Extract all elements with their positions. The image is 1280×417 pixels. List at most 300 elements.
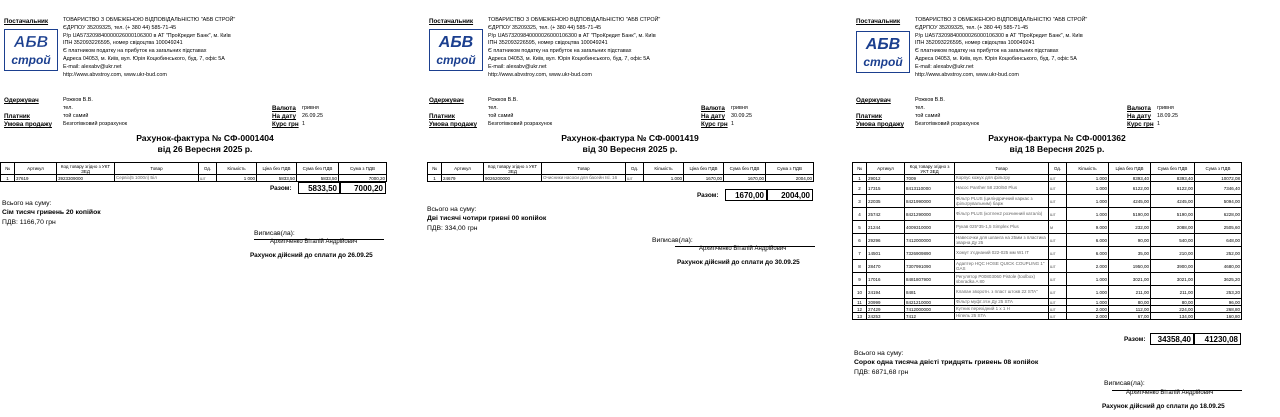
table-header-row bbox=[1, 163, 387, 175]
invoice-2 bbox=[425, 0, 825, 417]
table-cell: 1.000 bbox=[644, 175, 684, 182]
table-cell: 5833,50 bbox=[257, 175, 297, 182]
supplier-account: Р/р UA573209840000026000106300 в АТ "ПроКредит Банк", м. Київ bbox=[63, 32, 231, 39]
table-cell: 80,00 bbox=[1151, 299, 1195, 306]
supplier-email: E-mail: alexabv@ukr.net bbox=[488, 63, 547, 70]
valid-until: Рахунок дійсний до сплати до 18.09.25 bbox=[1102, 403, 1225, 410]
company-logo bbox=[429, 29, 483, 71]
table-cell: 22035 bbox=[867, 195, 905, 208]
sale-terms-label: Умова продажу bbox=[429, 121, 477, 128]
signed-by-label: Виписав(ла): bbox=[1104, 380, 1145, 387]
total-with-vat: 7000,20 bbox=[340, 182, 386, 194]
total-with-vat: 41230,08 bbox=[1194, 333, 1241, 345]
invoice-title: Рахунок-фактура № СФ-0001419 bbox=[561, 133, 699, 143]
supplier-label: Постачальник bbox=[4, 18, 49, 25]
supplier-address: Адреса 04053, м. Київ, вул. Юрія Коцюбинського, буд. 7, офіс 5А bbox=[488, 55, 650, 62]
table-body bbox=[1, 175, 387, 182]
column-header: № bbox=[1, 163, 15, 175]
supplier-email: E-mail: alexabv@ukr.net bbox=[915, 63, 974, 70]
table-cell: Фільтр PLUS (циліндричний каркас з фільтрувальним) барж bbox=[955, 195, 1049, 208]
payer-value: той самий bbox=[63, 113, 89, 119]
table-cell: 25742 bbox=[867, 208, 905, 221]
table-cell: Фільтр муфт.з'єн Ду 25 STA bbox=[955, 299, 1049, 306]
table-cell: 224,00 bbox=[1151, 306, 1195, 313]
table-cell: 7326909890 bbox=[905, 247, 955, 260]
rate-value: 1 bbox=[1157, 121, 1160, 127]
table-cell: 252,00 bbox=[1195, 247, 1242, 260]
table-row bbox=[853, 286, 1242, 299]
table-cell: Сервіз(5 1000л) Біл bbox=[115, 175, 199, 182]
table-cell: 3923309000 bbox=[57, 175, 115, 182]
table-cell: 1.000 bbox=[1067, 286, 1109, 299]
column-header: Код товару згідно з УКТ ЗЕД bbox=[57, 163, 115, 175]
table-cell: шт bbox=[1049, 182, 1067, 195]
table-cell: 6122,00 bbox=[1151, 182, 1195, 195]
payer-value: той самий bbox=[488, 113, 514, 119]
table-cell: 90,00 bbox=[1109, 234, 1151, 247]
table-cell: 7412000000 bbox=[905, 306, 955, 313]
column-header: Кількість bbox=[1067, 163, 1109, 175]
table-cell: 5190,00 bbox=[1109, 208, 1151, 221]
sale-terms-label: Умова продажу bbox=[4, 121, 52, 128]
total-label: Разом: bbox=[697, 192, 719, 199]
receiver-tel: тел. bbox=[63, 105, 73, 111]
table-cell: 14501 bbox=[867, 247, 905, 260]
table-cell: 3625,20 bbox=[1195, 273, 1242, 286]
sale-terms-value: Безготівковий розрахунок bbox=[915, 121, 980, 127]
invoice-subtitle: від 18 Вересня 2025 р. bbox=[1009, 144, 1105, 154]
table-cell: 2 bbox=[853, 182, 867, 195]
table-cell: 2.000 bbox=[1067, 313, 1109, 320]
supplier-email: E-mail: alexabv@ukr.net bbox=[63, 63, 122, 70]
total-sum-label: Всього на суму: bbox=[854, 350, 904, 357]
column-header: Артикул bbox=[442, 163, 484, 175]
logo-top-text: АБВ bbox=[865, 36, 901, 53]
table-row bbox=[853, 175, 1242, 182]
table-cell: 6.000 bbox=[1067, 234, 1109, 247]
supplier-name: ТОВАРИСТВО З ОБМЕЖЕНОЮ ВІДПОВІДАЛЬНІСТЮ "АБВ СТРОЙ" bbox=[488, 17, 661, 23]
table-cell: 1.000 bbox=[1067, 273, 1109, 286]
total-sum-label: Всього на суму: bbox=[427, 206, 477, 213]
table-cell: 160,80 bbox=[1195, 313, 1242, 320]
sale-terms-label: Умова продажу bbox=[856, 121, 904, 128]
table-cell: шт bbox=[1049, 306, 1067, 313]
table-cell: 4245,00 bbox=[1151, 195, 1195, 208]
currency-value: гривня bbox=[731, 105, 748, 111]
supplier-name: ТОВАРИСТВО З ОБМЕЖЕНОЮ ВІДПОВІДАЛЬНІСТЮ "АБВ СТРОЙ" bbox=[63, 17, 236, 23]
supplier-ipn: ІПН 352093226595, номер свідоцтва 100049241 bbox=[63, 40, 183, 47]
table-cell: Фільтр PLUS (котлен2 розчинний каталіз) bbox=[955, 208, 1049, 221]
column-header: Артикул bbox=[15, 163, 57, 175]
table-cell: 232,00 bbox=[1109, 221, 1151, 234]
table-cell: шт bbox=[1049, 175, 1067, 182]
total-no-vat: 1670,00 bbox=[725, 189, 767, 201]
receiver-label: Одержувач bbox=[429, 97, 464, 104]
table-cell: 1 bbox=[853, 175, 867, 182]
table-body bbox=[853, 175, 1242, 320]
signed-by-label: Виписав(ла): bbox=[254, 230, 295, 237]
table-cell: 20999 bbox=[867, 299, 905, 306]
table-cell: шт bbox=[1049, 313, 1067, 320]
table-cell: 17315 bbox=[867, 182, 905, 195]
table-cell: шт bbox=[1049, 299, 1067, 306]
invoice-3 bbox=[852, 0, 1272, 417]
table-cell: 3 bbox=[853, 195, 867, 208]
table-cell: 2.000 bbox=[1067, 306, 1109, 313]
receiver-tel: тел. bbox=[488, 105, 498, 111]
table-row bbox=[853, 195, 1242, 208]
valid-until: Рахунок дійсний до сплати до 26.09.25 bbox=[250, 252, 373, 259]
date-label: На дату bbox=[701, 113, 726, 120]
signer-name: Архипченко Віталій Андрійович bbox=[699, 246, 787, 252]
column-header: Кількість bbox=[217, 163, 257, 175]
table-cell: 2505,60 bbox=[1195, 221, 1242, 234]
table-header-row bbox=[853, 163, 1242, 175]
sale-terms-value: Безготівковий розрахунок bbox=[63, 121, 128, 127]
table-cell: шт bbox=[1049, 234, 1067, 247]
table-cell: 80,00 bbox=[1109, 299, 1151, 306]
table-cell: 8393,40 bbox=[1151, 175, 1195, 182]
table-row bbox=[1, 175, 387, 182]
column-header: Сума з ПДВ bbox=[339, 163, 387, 175]
table-cell: 13 bbox=[853, 313, 867, 320]
table-row bbox=[853, 313, 1242, 320]
rate-label: Курс грн bbox=[272, 121, 299, 128]
column-header: Товар bbox=[115, 163, 199, 175]
table-cell: 7 bbox=[853, 247, 867, 260]
logo-top-text: АБВ bbox=[13, 34, 49, 51]
table-cell: 2088,00 bbox=[1151, 221, 1195, 234]
column-header: Товар bbox=[542, 163, 626, 175]
table-cell: 1950,00 bbox=[1109, 260, 1151, 273]
total-label: Разом: bbox=[1124, 336, 1146, 343]
table-cell: 8393,40 bbox=[1109, 175, 1151, 182]
table-cell: шт bbox=[1049, 286, 1067, 299]
table-cell: 9026200000 bbox=[484, 175, 542, 182]
table-cell: 6228,00 bbox=[1195, 208, 1242, 221]
table-cell: 21244 bbox=[867, 221, 905, 234]
receiver-label: Одержувач bbox=[856, 97, 891, 104]
vat-amount: ПДВ: 6871,68 грн bbox=[854, 369, 909, 376]
currency-value: гривня bbox=[302, 105, 319, 111]
currency-label: Валюта bbox=[701, 105, 725, 112]
table-cell: 17016 bbox=[867, 273, 905, 286]
supplier-website: http://www.abvstroy.com, www.ukr-bud.com bbox=[488, 71, 592, 78]
column-header: Ціна без ПДВ bbox=[684, 163, 724, 175]
table-cell: 1670,00 bbox=[684, 175, 724, 182]
supplier-website: http://www.abvstroy.com, www.ukr-bud.com bbox=[63, 71, 167, 78]
table-cell: 6.000 bbox=[1067, 247, 1109, 260]
table-row bbox=[853, 247, 1242, 260]
table-row bbox=[853, 273, 1242, 286]
payer-label: Платник bbox=[429, 113, 455, 120]
table-row bbox=[428, 175, 814, 182]
supplier-tax-status: Є платником податку на прибуток на загальних підставах bbox=[488, 48, 632, 55]
total-with-vat: 2004,00 bbox=[767, 189, 813, 201]
supplier-edrpou: ЄДРПОУ 35209325, тел. (+ 380 44) 585-71-45 bbox=[63, 24, 177, 31]
supplier-label: Постачальник bbox=[429, 18, 474, 25]
table-cell: 29296 bbox=[867, 234, 905, 247]
currency-label: Валюта bbox=[1127, 105, 1151, 112]
table-cell: 5094,00 bbox=[1195, 195, 1242, 208]
table-cell: 24679 bbox=[442, 175, 484, 182]
table-cell: 8 bbox=[853, 260, 867, 273]
table-cell: 5833,50 bbox=[297, 175, 339, 182]
table-cell: Клапан зворотн. з пласт штокв 22 STA" bbox=[955, 286, 1049, 299]
receiver-name: Рожков В.В. bbox=[63, 97, 93, 103]
sum-in-words: Сорок одна тисяча двісті тридцять гривень 08 копійок bbox=[854, 359, 1039, 366]
vat-amount: ПДВ: 334,00 грн bbox=[427, 225, 478, 232]
table-cell: 7412000000 bbox=[905, 234, 955, 247]
invoice-subtitle: від 26 Вересня 2025 р. bbox=[157, 144, 253, 154]
currency-label: Валюта bbox=[272, 105, 296, 112]
total-sum-label: Всього на суму: bbox=[2, 200, 52, 207]
table-row bbox=[853, 260, 1242, 273]
total-label: Разом: bbox=[270, 185, 292, 192]
table-cell: 24194 bbox=[867, 286, 905, 299]
supplier-address: Адреса 04053, м. Київ, вул. Юрія Коцюбинського, буд. 7, офіс 5А bbox=[63, 55, 225, 62]
column-header: Код товару згідно з УКТ ЗЕД bbox=[905, 163, 955, 175]
vat-amount: ПДВ: 1166,70 грн bbox=[2, 219, 56, 226]
table-cell: шт bbox=[199, 175, 217, 182]
signed-by-label: Виписав(ла): bbox=[652, 237, 693, 244]
table-cell: шт bbox=[1049, 260, 1067, 273]
rate-value: 1 bbox=[731, 121, 734, 127]
supplier-ipn: ІПН 352093226595, номер свідоцтва 100049241 bbox=[488, 40, 608, 47]
supplier-details bbox=[63, 17, 235, 79]
date-label: На дату bbox=[1127, 113, 1152, 120]
logo-bottom-text: строй bbox=[863, 55, 903, 69]
table-cell: шт bbox=[1049, 273, 1067, 286]
table-cell: Рукав 025*35-1,5 Simplex Plus bbox=[955, 221, 1049, 234]
table-header-row bbox=[428, 163, 814, 175]
column-header: Од. bbox=[626, 163, 644, 175]
supplier-edrpou: ЄДРПОУ 35209325, тел. (+ 380 44) 585-71-45 bbox=[915, 24, 1029, 31]
table-cell: 8481 bbox=[905, 286, 955, 299]
table-cell: 1 bbox=[1, 175, 15, 182]
table-row bbox=[853, 208, 1242, 221]
table-cell: Корпус кожух для фільтру bbox=[955, 175, 1049, 182]
table-cell: 35,00 bbox=[1109, 247, 1151, 260]
column-header: Кількість bbox=[644, 163, 684, 175]
table-cell: 9.000 bbox=[1067, 221, 1109, 234]
column-header: Товар bbox=[955, 163, 1049, 175]
table-cell: 7307991090 bbox=[905, 260, 955, 273]
table-body bbox=[428, 175, 814, 182]
table-cell: 6 bbox=[853, 234, 867, 247]
table-cell: 67,00 bbox=[1109, 313, 1151, 320]
date-label: На дату bbox=[272, 113, 297, 120]
column-header: Ціна без ПДВ bbox=[1109, 163, 1151, 175]
table-cell: 3900,00 bbox=[1151, 260, 1195, 273]
table-cell: Кутник перехідний 1 х 1 Н bbox=[955, 306, 1049, 313]
column-header: Ціна без ПДВ bbox=[257, 163, 297, 175]
table-cell: 5190,00 bbox=[1151, 208, 1195, 221]
table-cell: Хомут з'єднаний 022-025 мм W1 IT bbox=[955, 247, 1049, 260]
table-cell: 2004,00 bbox=[766, 175, 814, 182]
sum-in-words: Сім тисяч гривень 20 копійок bbox=[2, 209, 101, 216]
items-table bbox=[0, 162, 387, 182]
table-cell: Насос Panther 58 230/50 Plus bbox=[955, 182, 1049, 195]
items-table bbox=[852, 162, 1242, 320]
logo-top-text: АБВ bbox=[438, 34, 474, 51]
table-cell: 1 bbox=[428, 175, 442, 182]
table-row bbox=[853, 221, 1242, 234]
table-cell: 1.000 bbox=[1067, 195, 1109, 208]
payer-label: Платник bbox=[856, 113, 882, 120]
invoice-title: Рахунок-фактура № СФ-0001404 bbox=[136, 133, 274, 143]
items-table bbox=[427, 162, 814, 182]
table-cell: 28470 bbox=[867, 260, 905, 273]
receiver-name: Рожков В.В. bbox=[915, 97, 945, 103]
table-cell: 7412 bbox=[905, 313, 955, 320]
table-cell: 648,00 bbox=[1195, 234, 1242, 247]
table-cell: 268,80 bbox=[1195, 306, 1242, 313]
table-row bbox=[853, 306, 1242, 313]
table-cell: 4245,00 bbox=[1109, 195, 1151, 208]
table-cell: 9 bbox=[853, 273, 867, 286]
table-cell: Навесочки для шланга на 25мм з пластика зварна Ду 25 bbox=[955, 234, 1049, 247]
table-cell: 1.000 bbox=[1067, 182, 1109, 195]
rate-value: 1 bbox=[302, 121, 305, 127]
total-no-vat: 34358,40 bbox=[1150, 333, 1194, 345]
table-cell: Ніпель 25 STA bbox=[955, 313, 1049, 320]
table-cell: 29012 bbox=[867, 175, 905, 182]
table-cell: 1.000 bbox=[1067, 299, 1109, 306]
company-logo bbox=[4, 29, 58, 71]
table-cell: Очисники насоси для басейн Isl. 16 bbox=[542, 175, 626, 182]
table-cell: 134,00 bbox=[1151, 313, 1195, 320]
rate-label: Курс грн bbox=[701, 121, 728, 128]
table-cell: 96,00 bbox=[1195, 299, 1242, 306]
column-header: Артикул bbox=[867, 163, 905, 175]
supplier-details bbox=[915, 17, 1087, 79]
table-cell: 4680,00 bbox=[1195, 260, 1242, 273]
date-value: 30.09.25 bbox=[731, 113, 752, 119]
table-cell: 27429 bbox=[867, 306, 905, 313]
table-row bbox=[853, 234, 1242, 247]
supplier-address: Адреса 04053, м. Київ, вул. Юрія Коцюбинського, буд. 7, офіс 5А bbox=[915, 55, 1077, 62]
table-cell: 540,00 bbox=[1151, 234, 1195, 247]
column-header: Сума без ПДВ bbox=[297, 163, 339, 175]
payer-value: той самий bbox=[915, 113, 941, 119]
table-cell: 4009310000 bbox=[905, 221, 955, 234]
column-header: Сума без ПДВ bbox=[1151, 163, 1195, 175]
valid-until: Рахунок дійсний до сплати до 30.09.25 bbox=[677, 259, 800, 266]
table-cell: 6122,00 bbox=[1109, 182, 1151, 195]
table-cell: Регулятор P00803060 Pistole (toolbox) sbnradka A 80 bbox=[955, 273, 1049, 286]
table-cell: 211,00 bbox=[1109, 286, 1151, 299]
table-cell: 5 bbox=[853, 221, 867, 234]
receiver-tel: тел. bbox=[915, 105, 925, 111]
table-cell: 37619 bbox=[15, 175, 57, 182]
supplier-website: http://www.abvstroy.com, www.ukr-bud.com bbox=[915, 71, 1019, 78]
table-cell: 7009 bbox=[905, 175, 955, 182]
supplier-tax-status: Є платником податку на прибуток на загальних підставах bbox=[63, 48, 207, 55]
column-header: Од. bbox=[1049, 163, 1067, 175]
column-header: № bbox=[428, 163, 442, 175]
table-cell: 10 bbox=[853, 286, 867, 299]
table-cell: 12 bbox=[853, 306, 867, 313]
column-header: Сума з ПДВ bbox=[1195, 163, 1242, 175]
invoice-1 bbox=[0, 0, 400, 417]
sum-in-words: Дві тисячі чотири гривні 00 копійок bbox=[427, 215, 547, 222]
supplier-account: Р/р UA573209840000026000106300 в АТ "ПроКредит Банк", м. Київ bbox=[488, 32, 656, 39]
receiver-label: Одержувач bbox=[4, 97, 39, 104]
supplier-account: Р/р UA573209840000026000106300 в АТ "ПроКредит Банк", м. Київ bbox=[915, 32, 1083, 39]
table-cell: 4 bbox=[853, 208, 867, 221]
supplier-ipn: ІПН 352093226595, номер свідоцтва 100049241 bbox=[915, 40, 1035, 47]
column-header: № bbox=[853, 163, 867, 175]
table-cell: 1.000 bbox=[1067, 175, 1109, 182]
supplier-name: ТОВАРИСТВО З ОБМЕЖЕНОЮ ВІДПОВІДАЛЬНІСТЮ "АБВ СТРОЙ" bbox=[915, 17, 1088, 23]
table-cell: 7000,20 bbox=[339, 175, 387, 182]
table-cell: 2.000 bbox=[1067, 260, 1109, 273]
table-cell: 8421990000 bbox=[905, 195, 955, 208]
receiver-name: Рожков В.В. bbox=[488, 97, 518, 103]
table-cell: 3021,00 bbox=[1109, 273, 1151, 286]
table-cell: шт bbox=[1049, 247, 1067, 260]
logo-bottom-text: строй bbox=[11, 53, 51, 67]
signer-name: Архипченко Віталій Андрійович bbox=[270, 239, 358, 245]
table-cell: 210,00 bbox=[1151, 247, 1195, 260]
table-cell: 1 000 bbox=[217, 175, 257, 182]
invoice-subtitle: від 30 Вересня 2025 р. bbox=[582, 144, 678, 154]
table-cell: 8413110000 bbox=[905, 182, 955, 195]
table-cell: 3021,00 bbox=[1151, 273, 1195, 286]
table-cell: шт bbox=[1049, 208, 1067, 221]
logo-bottom-text: строй bbox=[436, 53, 476, 67]
table-cell: Адаптер HQC HOSE QUICK COUPLING 1" GAS bbox=[955, 260, 1049, 273]
column-header: Сума з ПДВ bbox=[766, 163, 814, 175]
supplier-details bbox=[488, 17, 660, 79]
date-value: 26.09.25 bbox=[302, 113, 323, 119]
invoice-title: Рахунок-фактура № СФ-0001362 bbox=[988, 133, 1126, 143]
table-cell: 112,00 bbox=[1109, 306, 1151, 313]
table-cell: 253,20 bbox=[1195, 286, 1242, 299]
total-no-vat: 5833,50 bbox=[298, 182, 340, 194]
table-cell: 211,00 bbox=[1151, 286, 1195, 299]
company-logo bbox=[856, 31, 910, 73]
table-cell: м bbox=[1049, 221, 1067, 234]
table-cell: 10072,08 bbox=[1195, 175, 1242, 182]
signer-name: Архипченко Віталій Андрійович bbox=[1126, 390, 1214, 396]
table-cell: 8481807900 bbox=[905, 273, 955, 286]
table-cell: шт bbox=[626, 175, 644, 182]
sale-terms-value: Безготівковий розрахунок bbox=[488, 121, 553, 127]
table-row bbox=[853, 299, 1242, 306]
table-cell: 24253 bbox=[867, 313, 905, 320]
table-cell: 11 bbox=[853, 299, 867, 306]
column-header: Код товару згідно з УКТ ЗЕД bbox=[484, 163, 542, 175]
payer-label: Платник bbox=[4, 113, 30, 120]
table-cell: 7346,40 bbox=[1195, 182, 1242, 195]
table-cell: 8421210000 bbox=[905, 299, 955, 306]
table-cell: 1.000 bbox=[1067, 208, 1109, 221]
column-header: Од. bbox=[199, 163, 217, 175]
supplier-tax-status: Є платником податку на прибуток на загальних підставах bbox=[915, 48, 1059, 55]
table-cell: шт bbox=[1049, 195, 1067, 208]
currency-value: гривня bbox=[1157, 105, 1174, 111]
date-value: 18.09.25 bbox=[1157, 113, 1178, 119]
supplier-edrpou: ЄДРПОУ 35209325, тел. (+ 380 44) 585-71-45 bbox=[488, 24, 602, 31]
table-cell: 8421290000 bbox=[905, 208, 955, 221]
column-header: Сума без ПДВ bbox=[724, 163, 766, 175]
table-cell: 1670,00 bbox=[724, 175, 766, 182]
supplier-label: Постачальник bbox=[856, 18, 901, 25]
table-row bbox=[853, 182, 1242, 195]
rate-label: Курс грн bbox=[1127, 121, 1154, 128]
